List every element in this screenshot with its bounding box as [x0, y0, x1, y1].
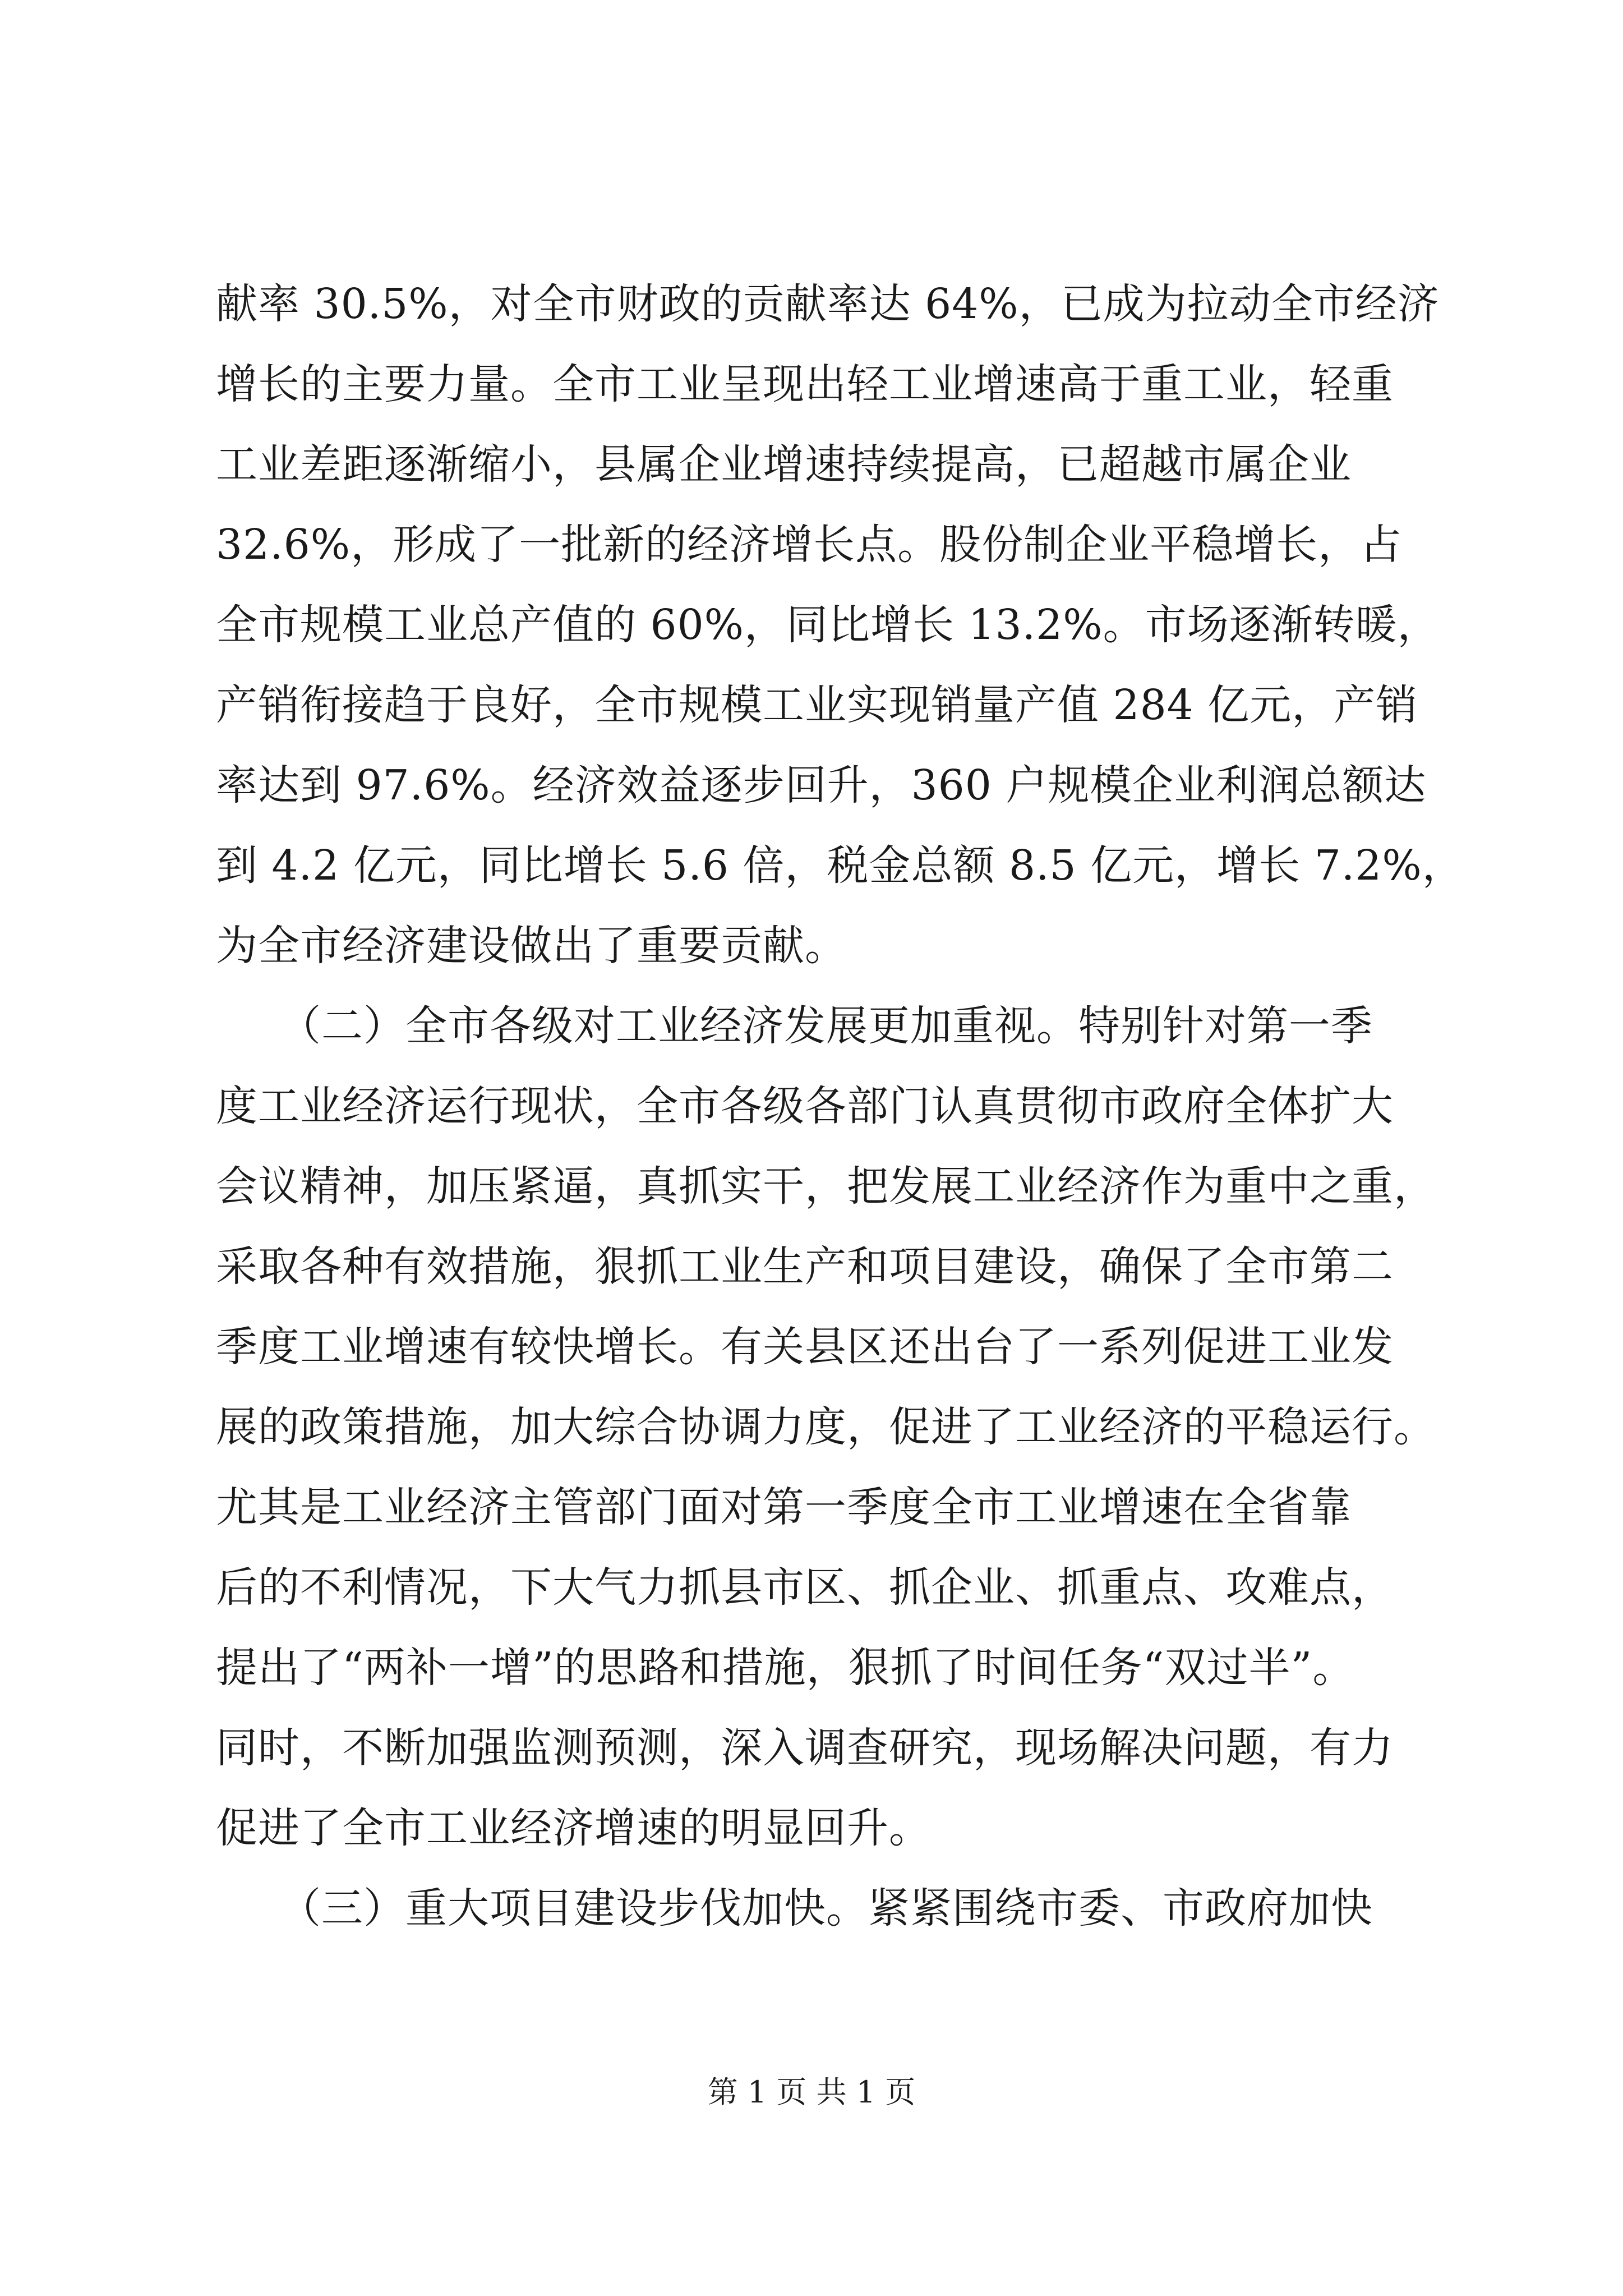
text-line: 度工业经济运行现状，全市各级各部门认真贯彻市政府全体扩大: [216, 1082, 1394, 1130]
text-line: 32.6%，形成了一批新的经济增长点。股份制企业平稳增长，占: [216, 521, 1403, 569]
text-line: 同时，不断加强监测预测，深入调查研究，现场解决问题，有力: [216, 1724, 1394, 1772]
text-line: 展的政策措施，加大综合协调力度，促进了工业经济的平稳运行。: [216, 1403, 1436, 1451]
text-line: 增长的主要力量。全市工业呈现出轻工业增速高于重工业，轻重: [216, 360, 1394, 408]
text-line: 会议精神，加压紧逼，真抓实干，把发展工业经济作为重中之重，: [216, 1162, 1436, 1211]
text-line: 尤其是工业经济主管部门面对第一季度全市工业增速在全省靠: [216, 1483, 1352, 1531]
text-line: 产销衔接趋于良好，全市规模工业实现销量产值 284 亿元，产销: [216, 681, 1418, 729]
text-line: 采取各种有效措施，狠抓工业生产和项目建设，确保了全市第二: [216, 1243, 1394, 1291]
paragraph-heading-2: （二）全市各级对工业经济发展更加重视。特别针对第一季: [216, 1002, 1373, 1050]
text-line: 率达到 97.6%。经济效益逐步回升，360 户规模企业利润总额达: [216, 761, 1427, 809]
text-line: 季度工业增速有较快增长。有关县区还出台了一系列促进工业发: [216, 1323, 1394, 1371]
text-line: 促进了全市工业经济增速的明显回升。: [216, 1804, 931, 1852]
text-line: 工业差距逐渐缩小，县属企业增速持续提高，已超越市属企业: [216, 440, 1352, 489]
text-line: 全市规模工业总产值的 60%，同比增长 13.2%。市场逐渐转暖，: [216, 601, 1440, 649]
text-line: 为全市经济建设做出了重要贡献。: [216, 922, 847, 970]
page-footer: 第 1 页 共 1 页: [707, 2074, 916, 2110]
text-line: 后的不利情况，下大气力抓县市区、抓企业、抓重点、攻难点，: [216, 1563, 1394, 1612]
text-line: 到 4.2 亿元，同比增长 5.6 倍，税金总额 8.5 亿元，增长 7.2%，: [216, 841, 1464, 890]
text-line: 献率 30.5%，对全市财政的贡献率达 64%，已成为拉动全市经济: [216, 280, 1440, 328]
paragraph-heading-3: （三）重大项目建设步伐加快。紧紧围绕市委、市政府加快: [216, 1884, 1373, 1932]
text-line: 提出了“两补一增”的思路和措施，狠抓了时间任务“双过半”。: [216, 1644, 1355, 1692]
